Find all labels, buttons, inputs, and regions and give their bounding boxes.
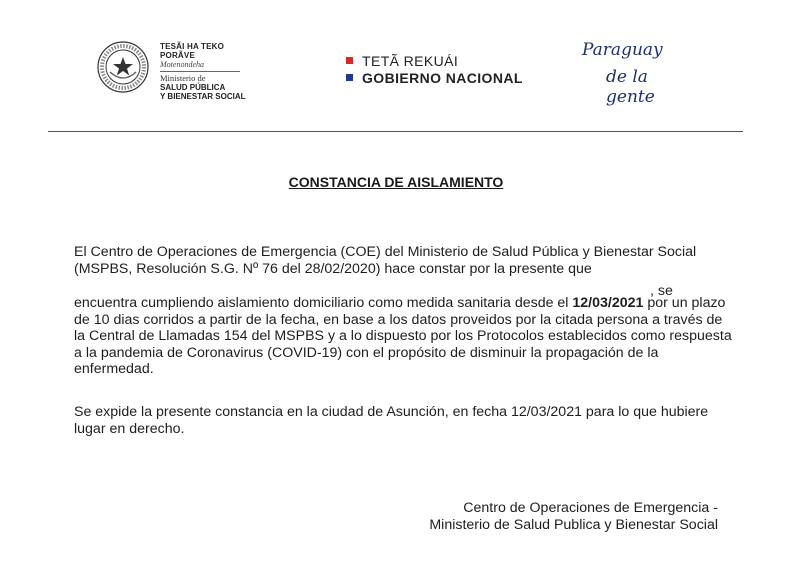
ministry-guarani-line2: PORÃVE — [160, 51, 195, 60]
red-square-icon — [346, 57, 353, 64]
ministry-divider — [160, 71, 240, 72]
ministry-spanish-line3: Y BIENESTAR SOCIAL — [160, 92, 246, 101]
signature-block — [429, 500, 718, 533]
paragraph1-intro: El Centro de Operaciones de Emergencia (COE) del Ministerio de Salud Pública y Bienestar Social (MSPBS, Resolución S.G. Nº 76 del 28/02/2020) hace constar por la presente que — [74, 244, 697, 277]
ministry-guarani-line1: TESÃI HA TEKO — [160, 42, 225, 51]
letterhead — [0, 0, 792, 120]
paragraph2: Se expide la presente constancia en la ciudad de Asunción, en fecha 12/03/2021 para lo que hubiere lugar en derecho. — [74, 404, 709, 437]
signature-line1: Centro de Operaciones de Emergencia - — [463, 500, 718, 516]
gov-spanish-text: GOBIERNO NACIONAL — [362, 69, 523, 86]
paragraph1-text-b: por un plazo de 10 dias corridos a partir de la fecha, en base a los datos proveidos por la citada persona a través de la Central de Llamadas 154 del MSPBS y a lo dispuesto por los Protocolos establecidos como respuesta a la pandemia de Coronavirus (COVID-19) con el propósito de disminuir la propagación de la enfermedad. — [74, 295, 732, 377]
government-logo — [346, 52, 523, 86]
brand-line1: Paraguay — [582, 40, 663, 60]
paragraph1-se: , se — [650, 283, 673, 299]
paraguay-brand-logo — [580, 40, 700, 107]
isolation-start-date: 12/03/2021 — [572, 295, 644, 311]
paragraph1-text-a: encuentra cumpliendo aislamiento domiciliario como medida sanitaria desde el — [74, 295, 573, 311]
document-title — [0, 174, 792, 190]
gov-guarani-text: TETÃ REKUÁI — [362, 52, 459, 69]
national-seal-icon — [96, 40, 150, 94]
paragraph1-body — [74, 295, 734, 378]
document-title-text: CONSTANCIA DE AISLAMIENTO — [288, 174, 504, 190]
blue-square-icon — [346, 74, 353, 81]
ministry-guarani-line3: Motenondeha — [160, 60, 204, 69]
brand-line2: de la gente — [606, 67, 655, 107]
gov-row-spanish — [346, 69, 523, 86]
ministry-spanish-line2: SALUD PÚBLICA — [160, 83, 226, 92]
ministry-logo-text — [160, 42, 260, 101]
ministry-spanish-line1: Ministerio de — [160, 73, 206, 83]
header-divider — [48, 131, 743, 132]
signature-line2: Ministerio de Salud Publica y Bienestar Social — [429, 516, 718, 533]
gov-row-guarani — [346, 52, 523, 69]
